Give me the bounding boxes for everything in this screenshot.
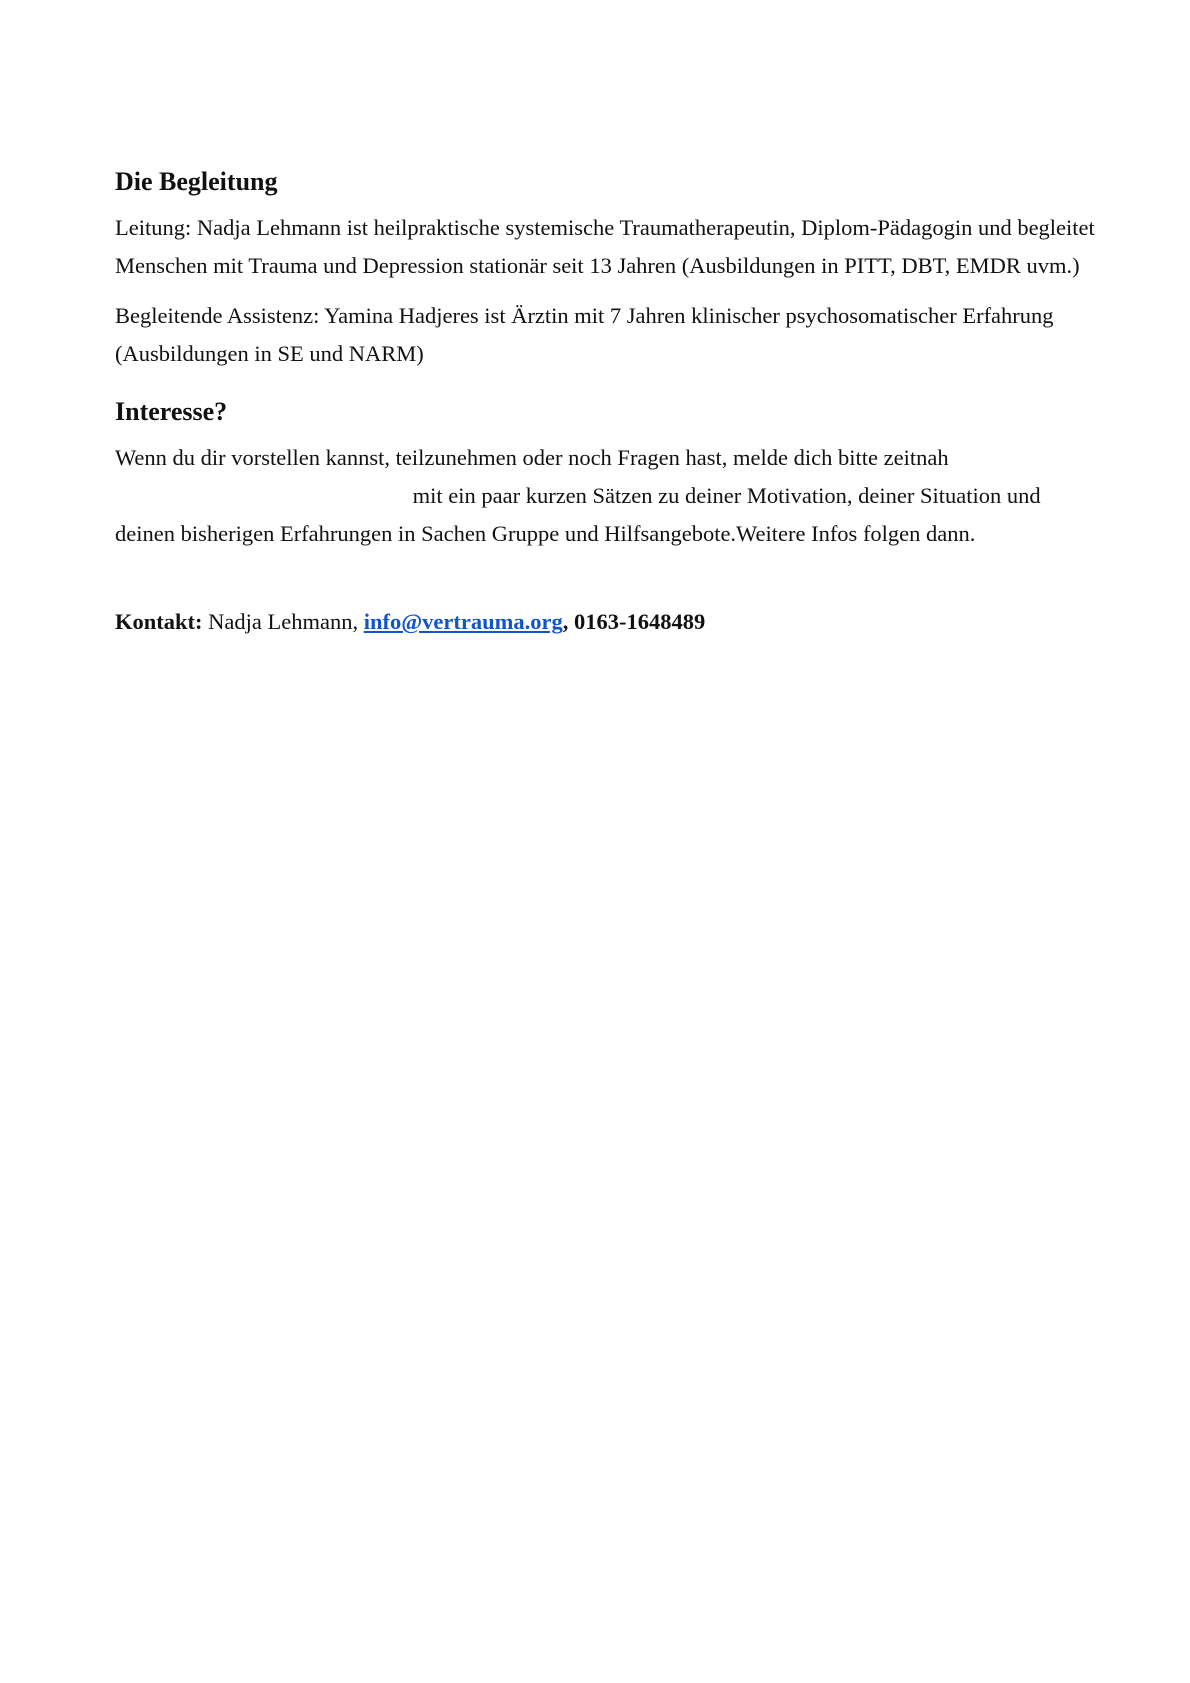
contact-email-link[interactable]: info@vertrauma.org [363,609,563,634]
paragraph-interesse-part1: Wenn du dir vorstellen kannst, teilzunehmen oder noch Fragen hast, melde dich bitte zeitnah [115,445,949,470]
document-page [115,165,1095,641]
contact-label: Kontakt: [115,609,203,634]
paragraph-interesse [115,439,1095,553]
paragraph-leitung: Leitung: Nadja Lehmann ist heilpraktische systemische Traumatherapeutin, Diplom-Pädagogin und begleitet Menschen mit Trauma und Depression stationär seit 13 Jahren (Ausbildungen in PITT, DBT, EMDR uvm.) [115,215,1095,278]
heading-begleitung: Die Begleitung [115,167,278,196]
contact-line [115,603,1095,641]
paragraph-interesse-part2: mit ein paar kurzen Sätzen zu deiner Motivation, deiner Situation und deinen bisherigen Erfahrungen in Sachen Gruppe und Hilfsangebote.Weitere Infos folgen dann. [115,483,1041,546]
contact-name: Nadja Lehmann, [208,609,359,634]
heading-interesse: Interesse? [115,397,228,426]
paragraph-assistenz: Begleitende Assistenz: Yamina Hadjeres ist Ärztin mit 7 Jahren klinischer psychosomatischer Erfahrung (Ausbildungen in SE und NARM) [115,303,1054,366]
contact-phone: , 0163-1648489 [562,609,706,634]
